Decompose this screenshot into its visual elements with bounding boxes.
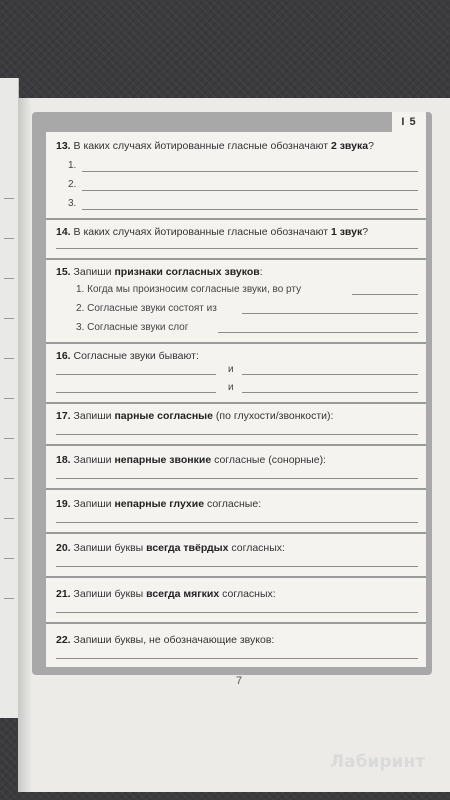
watermark-text: Лабиринт: [330, 752, 426, 772]
question-22: [46, 622, 426, 666]
answer-line: [56, 434, 418, 435]
question-18: [46, 444, 426, 490]
question-text: 16. Согласные звуки бывают:: [56, 350, 199, 362]
question-text: 20. Запиши буквы всегда твёрдых согласных:: [56, 542, 285, 554]
page-shadow: [18, 98, 32, 792]
answer-line: [56, 478, 418, 479]
answer-line: [56, 522, 418, 523]
answer-line: [218, 332, 418, 333]
answer-label: 3. Согласные звуки слог: [76, 322, 189, 333]
question-text: 18. Запиши непарные звонкие согласные (сонорные):: [56, 454, 326, 466]
question-15: [46, 258, 426, 344]
left-page-edge: [0, 78, 19, 718]
question-14: [46, 218, 426, 260]
answer-line: [82, 171, 418, 172]
answer-label: 1.: [68, 160, 77, 171]
answer-line: [242, 374, 418, 375]
answer-label: и: [228, 364, 234, 375]
answer-line: [352, 294, 418, 295]
answer-line: [242, 392, 418, 393]
answer-label: 1. Когда мы произносим согласные звуки, во рту: [76, 284, 302, 295]
question-text: 22. Запиши буквы, не обозначающие звуков:: [56, 634, 275, 646]
answer-line: [56, 658, 418, 659]
question-19: [46, 488, 426, 534]
answer-line: [82, 190, 418, 191]
question-text: 14. В каких случаях йотированные гласные обозначают 1 звук?: [56, 226, 369, 238]
question-13: [46, 132, 426, 220]
answer-label: 2.: [68, 179, 77, 190]
answer-line: [242, 313, 418, 314]
question-text: 17. Запиши парные согласные (по глухости/звонкости):: [56, 410, 334, 422]
section-badge: I 5: [392, 112, 426, 132]
answer-label: 3.: [68, 198, 77, 209]
question-17: [46, 402, 426, 446]
answer-line: [56, 612, 418, 613]
answer-line: [56, 566, 418, 567]
question-16: [46, 342, 426, 404]
answer-label: 2. Согласные звуки состоят из: [76, 303, 217, 314]
question-21: [46, 576, 426, 624]
question-text: 13. В каких случаях йотированные гласные обозначают 2 звука?: [56, 140, 374, 152]
question-20: [46, 532, 426, 578]
question-text: 15. Запиши признаки согласных звуков:: [56, 266, 263, 278]
answer-line: [82, 209, 418, 210]
question-text: 21. Запиши буквы всегда мягких согласных:: [56, 588, 276, 600]
question-text: 19. Запиши непарные глухие согласные:: [56, 498, 262, 510]
page-number: 7: [236, 675, 243, 687]
answer-label: и: [228, 382, 234, 393]
watermark-logo: [330, 752, 425, 772]
answer-line: [56, 392, 216, 393]
answer-line: [56, 374, 216, 375]
answer-line: [56, 248, 418, 249]
